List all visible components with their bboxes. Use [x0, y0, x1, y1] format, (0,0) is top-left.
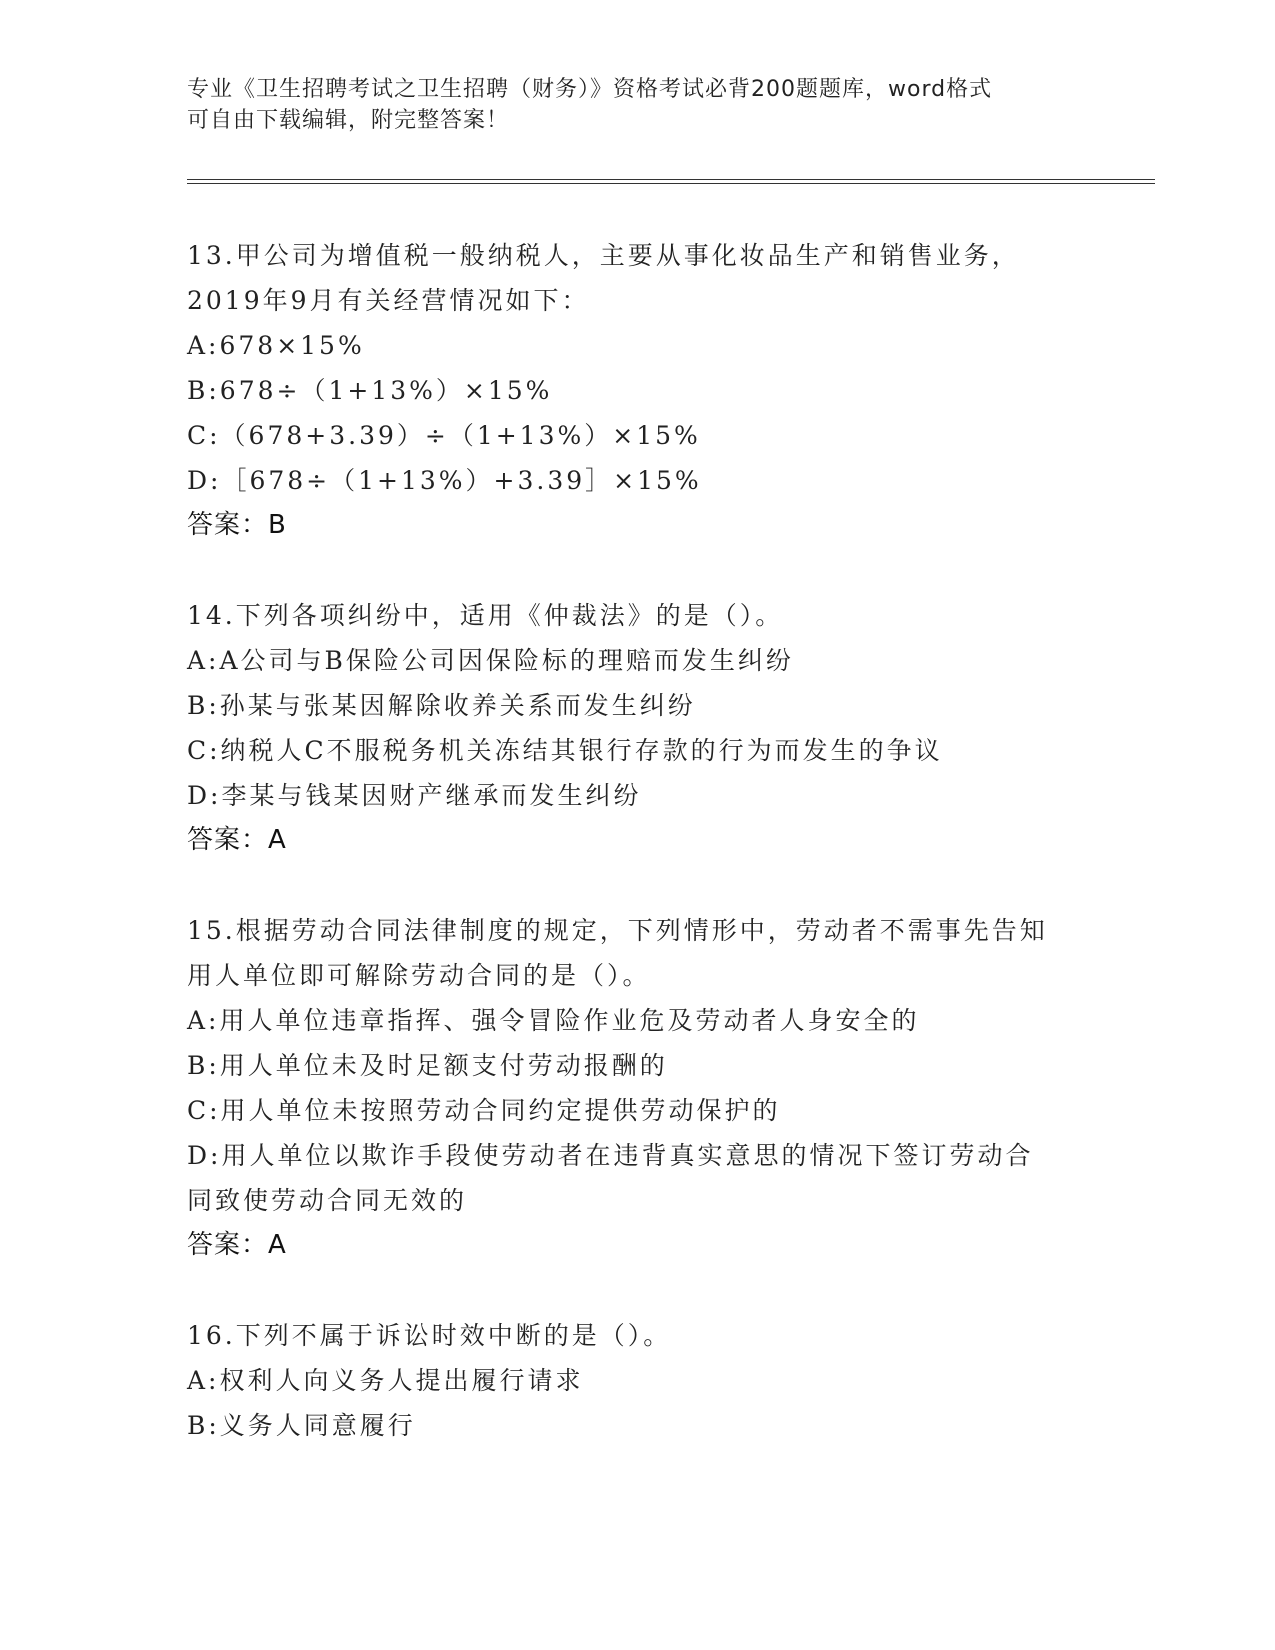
option-c: C:纳税人C不服税务机关冻结其银行存款的行为而发生的争议 [187, 736, 943, 765]
question-stem: 15.根据劳动合同法律制度的规定，下列情形中，劳动者不需事先告知 [187, 916, 1048, 945]
question-stem: 13.甲公司为增值税一般纳税人，主要从事化妆品生产和销售业务， [187, 241, 1020, 270]
option-b: B:用人单位未及时足额支付劳动报酬的 [187, 1051, 668, 1080]
question-block [187, 908, 1087, 1268]
option-b: B:义务人同意履行 [187, 1411, 416, 1440]
option-d: D:用人单位以欺诈手段使劳动者在违背真实意思的情况下签订劳动合 [187, 1141, 1034, 1170]
option-a: A:权利人向义务人提出履行请求 [187, 1366, 584, 1395]
option-c: C:（678+3.39）÷（1+13%）×15% [187, 421, 701, 450]
header-line-1: 专业《卫生招聘考试之卫生招聘（财务）》资格考试必背200题题库，word格式 [187, 77, 993, 102]
question-block [187, 593, 1087, 863]
answer-line: 答案：A [187, 1230, 287, 1260]
answer-line: 答案：B [187, 510, 287, 540]
header-divider-top [187, 179, 1155, 180]
option-d: D:［678÷（1+13%）+3.39］×15% [187, 466, 702, 495]
question-spacer [187, 863, 1087, 908]
question-spacer [187, 548, 1087, 593]
header-line-2: 可自由下载编辑，附完整答案！ [187, 108, 510, 133]
option-c: C:用人单位未按照劳动合同约定提供劳动保护的 [187, 1096, 781, 1125]
option-d-continued: 同致使劳动合同无效的 [187, 1186, 468, 1215]
question-spacer [187, 1268, 1087, 1313]
question-stem: 用人单位即可解除劳动合同的是（）。 [187, 961, 651, 990]
header-divider-bottom [187, 183, 1155, 184]
answer-line: 答案：A [187, 825, 287, 855]
option-a: A:A公司与B保险公司因保险标的理赔而发生纠纷 [187, 646, 794, 675]
question-block [187, 233, 1087, 548]
option-b: B:孙某与张某因解除收养关系而发生纠纷 [187, 691, 696, 720]
question-stem: 14.下列各项纠纷中，适用《仲裁法》的是（）。 [187, 601, 784, 630]
option-d: D:李某与钱某因财产继承而发生纠纷 [187, 781, 642, 810]
option-a: A:678×15% [187, 331, 365, 360]
document-header [187, 74, 1087, 136]
option-a: A:用人单位违章指挥、强令冒险作业危及劳动者人身安全的 [187, 1006, 920, 1035]
question-stem: 16.下列不属于诉讼时效中断的是（）。 [187, 1321, 672, 1350]
option-b: B:678÷（1+13%）×15% [187, 376, 553, 405]
question-block [187, 1313, 1087, 1448]
question-list [187, 233, 1087, 1448]
question-stem: 2019年9月有关经营情况如下： [187, 286, 590, 315]
